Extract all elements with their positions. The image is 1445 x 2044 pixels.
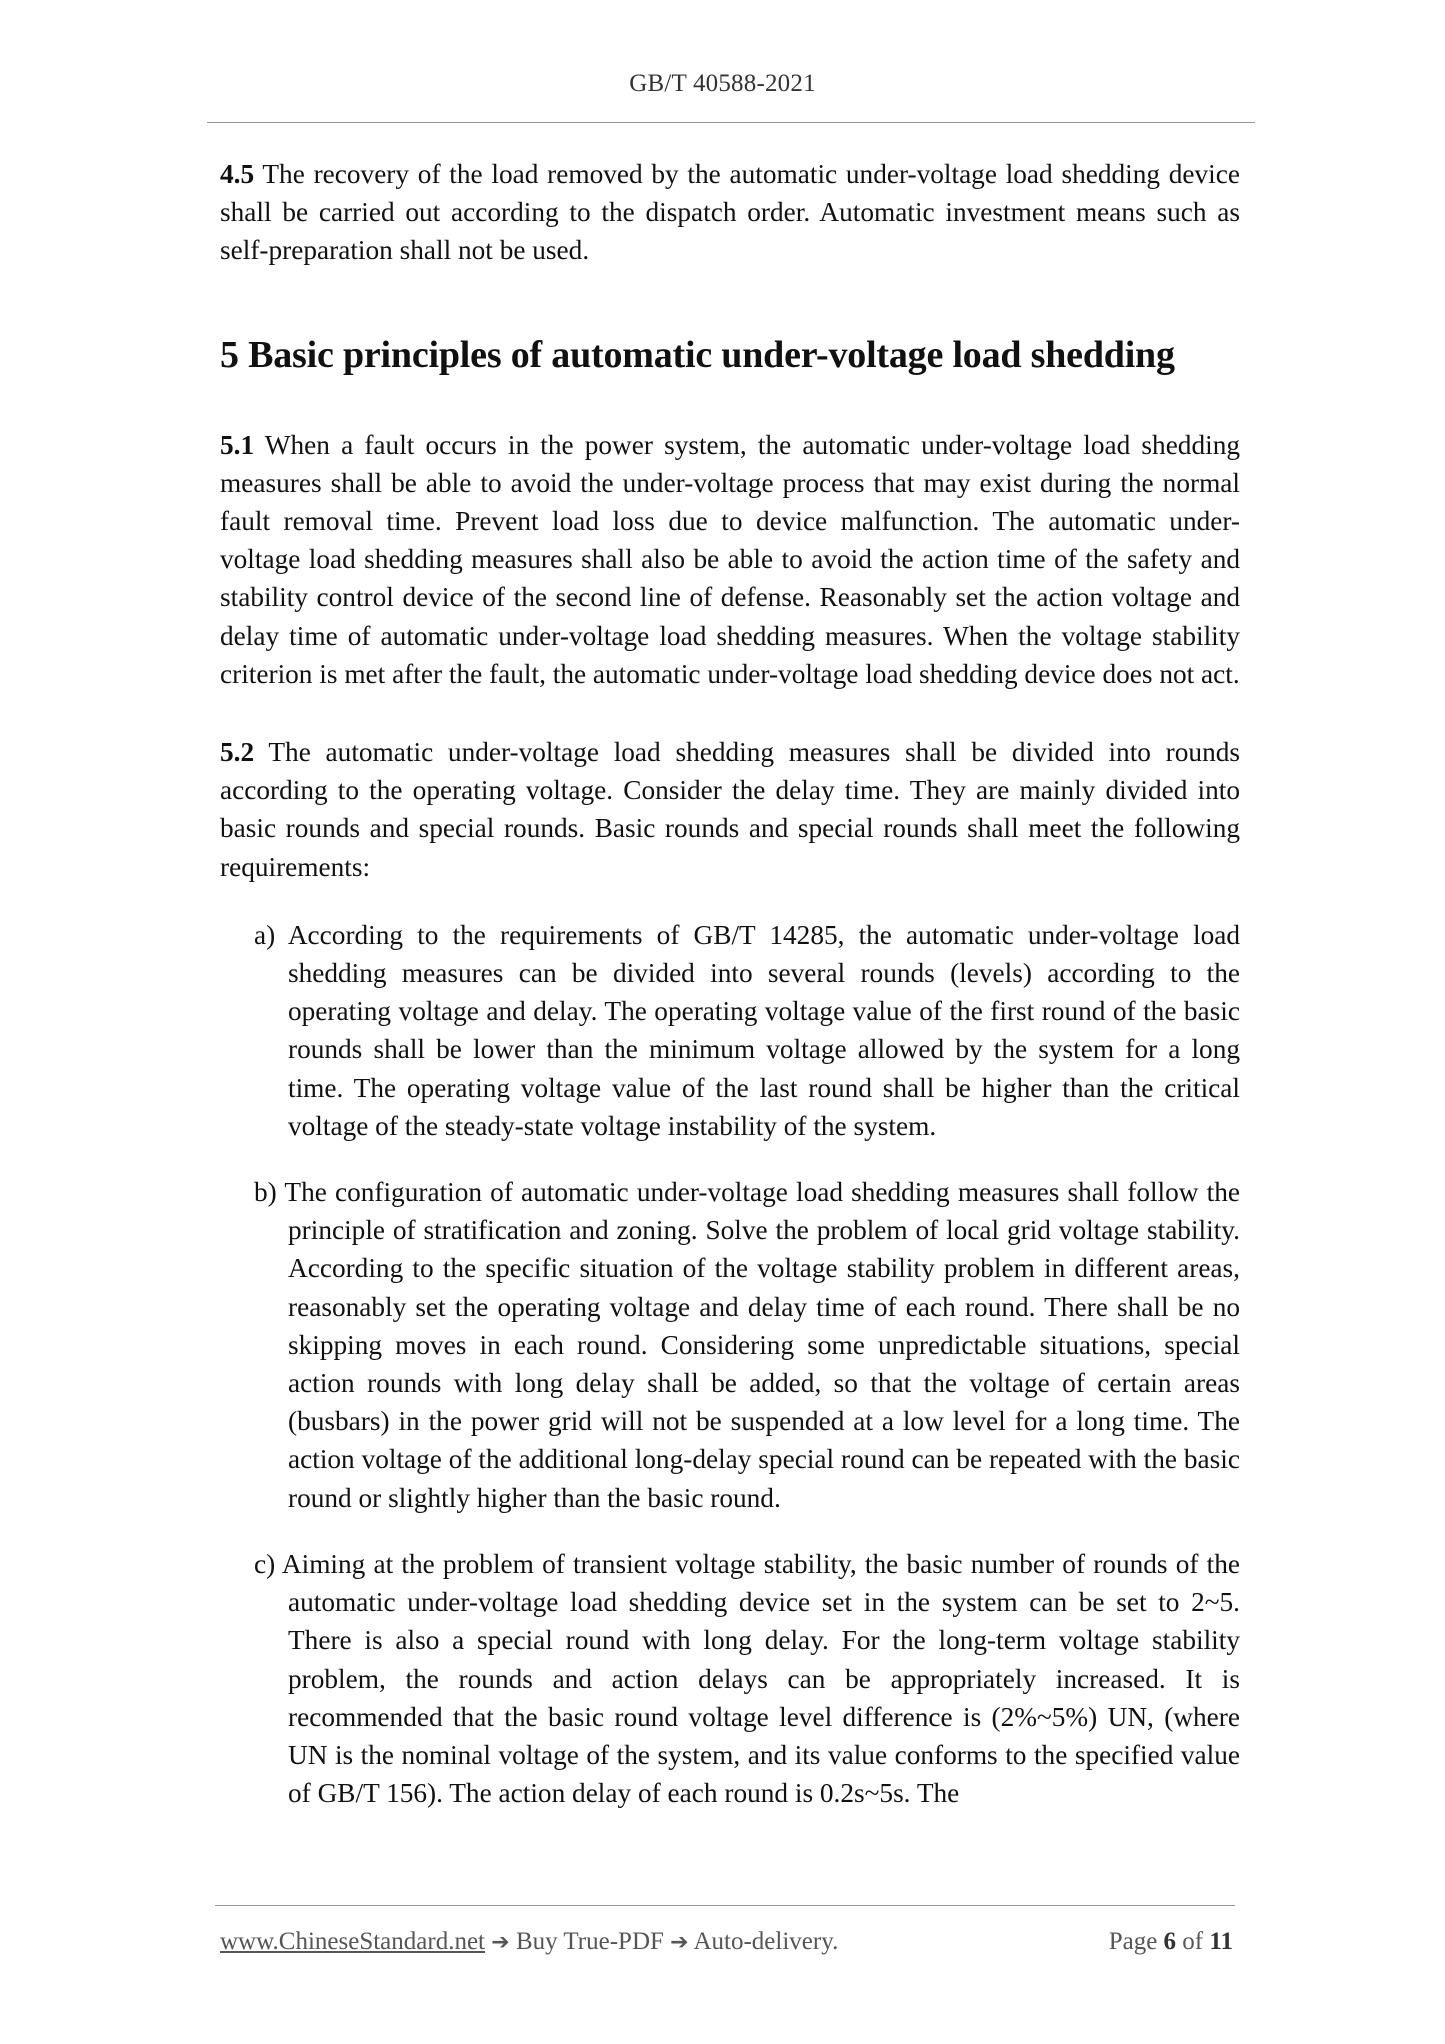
clause-number: 5.1 bbox=[220, 429, 255, 460]
clause-number: 4.5 bbox=[220, 159, 255, 189]
page-current: 6 bbox=[1163, 1928, 1177, 1955]
page-counter bbox=[1109, 1928, 1233, 1956]
page-of: of bbox=[1176, 1928, 1210, 1955]
clause-5-1 bbox=[220, 426, 1240, 693]
page-header bbox=[0, 70, 1445, 98]
site-link[interactable]: www.ChineseStandard.net bbox=[220, 1928, 485, 1955]
page-label: Page bbox=[1108, 1928, 1164, 1955]
clause-text: When a fault occurs in the power system, the automatic under-voltage load shedding measures shall be able to avoid the under-voltage process that may exist during the normal fault removal time. Prevent load loss due to device malfunction. The automatic under-voltage load shedding measures shall also be able to avoid the action time of the safety and stability control device of the second line of defense. Reasonably set the action voltage and delay time of automatic under-voltage load shedding measures. When the voltage stability criterion is met after the fault, the automatic under-voltage load shedding device does not act. bbox=[220, 429, 1240, 689]
footer-promo bbox=[220, 1928, 838, 1956]
clause-5-2 bbox=[220, 733, 1240, 886]
clause-text: The automatic under-voltage load shedding measures shall be divided into rounds according to the operating voltage. Consider the delay time. They are mainly divided into basic rounds and special rounds. Basic rounds and special rounds shall meet the following requirements: bbox=[220, 737, 1240, 882]
list-label: a) bbox=[254, 919, 276, 950]
clause-number: 5.2 bbox=[220, 737, 255, 768]
list-item-a bbox=[254, 916, 1240, 1145]
list-label: b) bbox=[254, 1177, 277, 1208]
clause-text: The recovery of the load removed by the automatic under-voltage load shedding device shall be carried out according to the dispatch order. Automatic investment means such as self-preparation shall not be used. bbox=[220, 159, 1240, 266]
section-5-heading: 5 Basic principles of automatic under-voltage load shedding bbox=[220, 333, 1175, 376]
page-total: 11 bbox=[1209, 1928, 1233, 1955]
list-item-b bbox=[254, 1173, 1240, 1517]
standard-id: GB/T 40588-2021 bbox=[629, 70, 816, 97]
list-label: c) bbox=[254, 1548, 276, 1579]
buy-text: Buy True-PDF bbox=[509, 1928, 671, 1955]
list-text: Aiming at the problem of transient voltage stability, the basic number of rounds of the automatic under-voltage load shedding device set in the system can be set to 2~5. There is also a special round with long delay. For the long-term voltage stability problem, the rounds and action delays can be appropriately increased. It is recommended that the basic round voltage level difference is (2%~5%) UN, (where UN is the nominal voltage of the system, and its value conforms to the specified value of GB/T 156). The action delay of each round is 0.2s~5s. The bbox=[275, 1548, 1240, 1809]
list-text: According to the requirements of GB/T 14285, the automatic under-voltage load shedding measures can be divided into several rounds (levels) according to the operating voltage and delay. The operating voltage value of the first round of the basic rounds shall be lower than the minimum voltage allowed by the system for a long time. The operating voltage value of the last round shall be higher than the critical voltage of the steady-state voltage instability of the system. bbox=[275, 919, 1240, 1141]
header-divider bbox=[207, 122, 1255, 123]
arrow-right-icon: ➔ bbox=[670, 1930, 689, 1955]
arrow-right-icon: ➔ bbox=[491, 1930, 510, 1955]
delivery-text: Auto-delivery. bbox=[688, 1928, 839, 1955]
footer-divider bbox=[215, 1905, 1235, 1906]
document-body bbox=[220, 155, 1240, 1812]
clause-4-5 bbox=[220, 155, 1240, 270]
list-text: The configuration of automatic under-voltage load shedding measures shall follow the principle of stratification and zoning. Solve the problem of local grid voltage stability. According to the specific situation of the voltage stability problem in different areas, reasonably set the operating voltage and delay time of each round. There shall be no skipping moves in each round. Considering some unpredictable situations, special action rounds with long delay shall be added, so that the voltage of certain areas (busbars) in the power grid will not be suspended at a low level for a long time. The action voltage of the additional long-delay special round can be repeated with the basic round or slightly higher than the basic round. bbox=[276, 1177, 1240, 1513]
list-item-c bbox=[254, 1545, 1240, 1812]
